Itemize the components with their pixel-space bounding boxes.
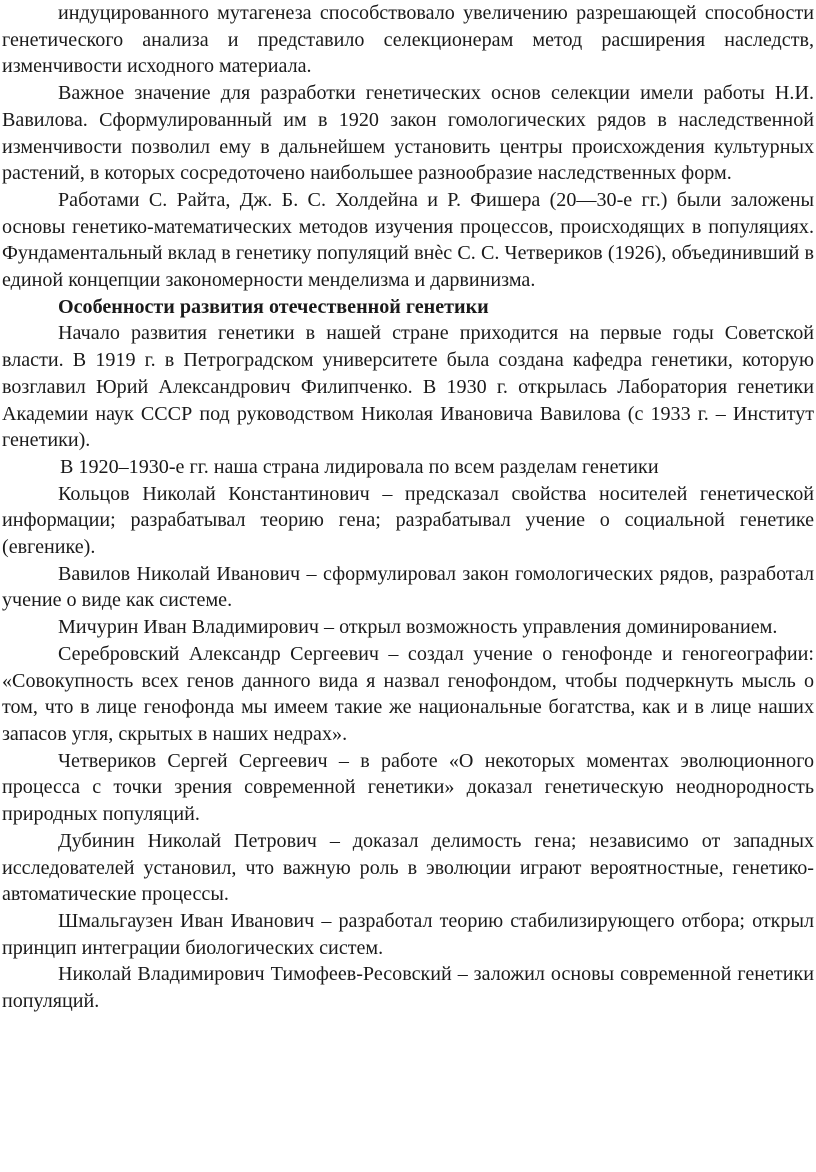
paragraph-mutagenesis: индуцированного мутагенеза способствовало увеличению разрешающей способности генетического анализа и представило селекционерам метод расширения наследств, изменчивости исходного материала. — [2, 2, 814, 78]
scientist-michurin: Мичурин Иван Владимирович – открыл возможность управления доминированием. — [58, 616, 778, 639]
scientist-dubinin: Дубинин Николай Петрович – доказал делимость гена; независимо от западных исследователей установил, что важную роль в эволюции играют вероятностные, генетико-автоматические процессы. — [2, 829, 814, 906]
scientist-chetverikov: Четвериков Сергей Сергеевич – в работе «О некоторых моментах эволюционного процесса с точки зрения современной генетики» доказал генетическую неоднородность природных популяций. — [2, 749, 814, 826]
scientist-koltsov: Кольцов Николай Константинович – предсказал свойства носителей генетической информации; разрабатывал теорию гена; разрабатывал учение о социальной генетике (евгенике). — [2, 482, 814, 559]
paragraph-population-genetics: Работами С. Райта, Дж. Б. С. Холдейна и Р. Фишера (20—30-е гг.) были заложены основы генетико-математических методов изучения процессов, происходящих в популяциях. Фундаментальный вклад в генетику популяций внѐс С. С. Четвериков (1926), объединивший в единой концепции закономерности менделизма и дарвинизма. — [2, 188, 814, 292]
leading-statement: В 1920–1930-е гг. наша страна лидировала по всем разделам генетики — [60, 455, 659, 478]
scientist-schmalhausen: Шмальгаузен Иван Иванович – разработал теорию стабилизирующего отбора; открыл принцип интеграции биологических систем. — [2, 909, 814, 959]
paragraph-vavilov-law: Важное значение для разработки генетических основ селекции имели работы Н.И. Вавилова. Сформулированный им в 1920 закон гомологических рядов в наследственной изменчивости позволил ему в дальнейшем установить центры происхождения культурных растений, в которых сосредоточено наибольшее разнообразие наследственных форм. — [2, 82, 814, 185]
scientist-vavilov: Вавилов Николай Иванович – сформулировал закон гомологических рядов, разработал учение о виде как системе. — [2, 562, 814, 612]
scientist-timofeev-resovsky: Николай Владимирович Тимофеев-Ресовский – заложил основы современной генетики популяций. — [2, 963, 814, 1013]
section-heading: Особенности развития отечественной генетики — [58, 295, 489, 318]
scientist-serebrovsky: Серебровский Александр Сергеевич – создал учение о генофонде и геногеографии: «Совокупность всех генов данного вида я назвал генофондом, чтобы подчеркнуть мысль о том, что в лице генофонда мы имеем такие же национальные богатства, как и в лице наших запасов угля, скрытых в наших недрах». — [2, 642, 814, 745]
paragraph-soviet-genetics-start: Начало развития генетики в нашей стране приходится на первые годы Советской власти. В 1919 г. в Петроградском университете была создана кафедра генетики, которую возглавил Юрий Александрович Филипченко. В 1930 г. открылась Лаборатория генетики Академии наук СССР под руководством Николая Ивановича Вавилова (с 1933 г. – Институт генетики). — [2, 322, 814, 452]
